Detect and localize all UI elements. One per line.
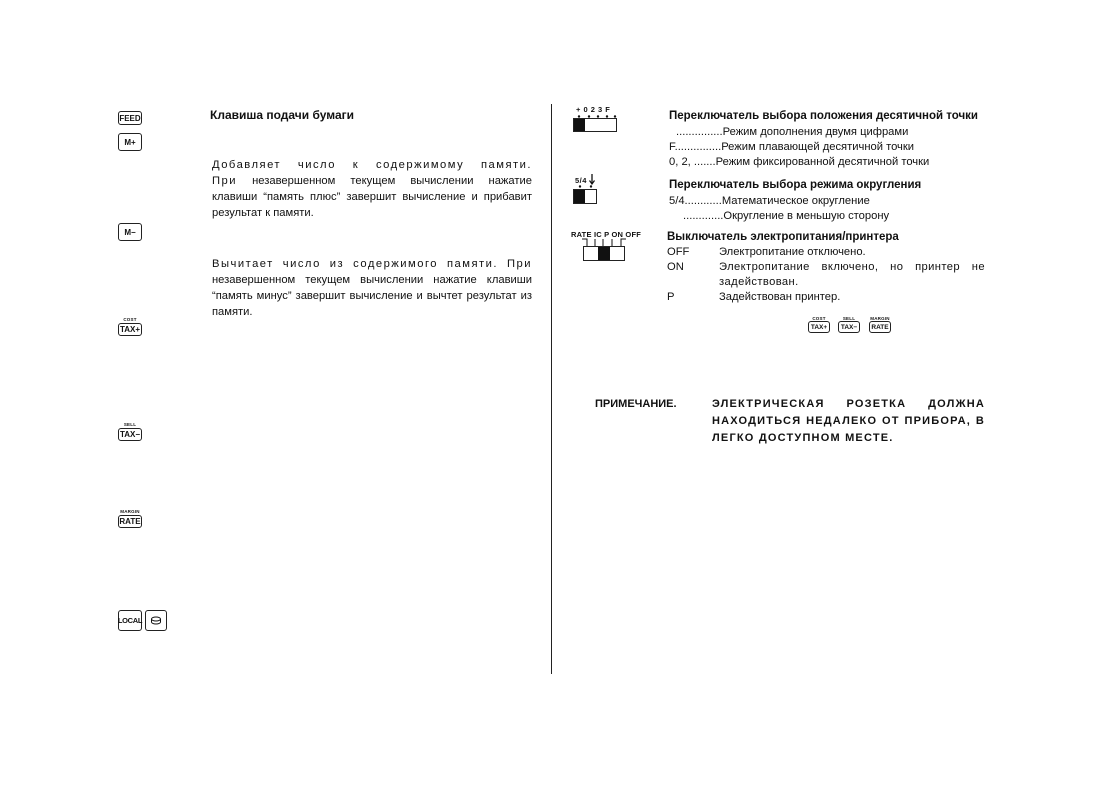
memory-minus-key-icon: [118, 223, 142, 241]
local-key-icon: [118, 610, 142, 631]
power-heading: Выключатель электропитания/принтера: [667, 231, 899, 243]
decimal-line-1: ...............Режим дополнения двумя цифрами: [676, 126, 909, 138]
power-switch-icon: [583, 246, 625, 261]
column-divider: [551, 104, 552, 674]
power-row-off-key: OFF: [667, 246, 690, 258]
memory-plus-description: [212, 157, 532, 221]
rounding-switch-knob: [574, 190, 585, 203]
small-tax-minus-key-icon: [838, 321, 860, 333]
small-key-1-label: TAX+: [810, 323, 828, 331]
rate-key-top-label: MARGIN: [120, 509, 140, 514]
coin-key-icon: [145, 610, 167, 631]
tax-minus-key-icon: [118, 428, 142, 441]
power-row-on-text: Электропитание включено, но принтер не задействован.: [719, 261, 985, 288]
tax-plus-key-icon: [118, 323, 142, 336]
note-label: ПРИМЕЧАНИЕ.: [595, 398, 677, 410]
decimal-switch-knob: [574, 119, 585, 131]
memory-plus-text-rest: незавершенном текущем вычислении нажатие клавиши “память плюс” завершит вычисление и прибавит результат к памяти.: [212, 175, 532, 219]
small-key-3-label: RATE: [871, 323, 889, 331]
tax-minus-key-top-label: SELL: [123, 422, 137, 427]
coin-stack-icon: [150, 616, 162, 626]
local-key-label: LOCAL: [117, 616, 143, 625]
decimal-line-3: 0, 2, .......Режим фиксированной десятичной точки: [669, 156, 930, 168]
power-row-on-key: ON: [667, 261, 684, 273]
decimal-switch-icon: [573, 118, 617, 132]
feed-heading: Клавиша подачи бумаги: [210, 108, 355, 122]
rounding-line-1: 5/4............Математическое округление: [669, 195, 870, 207]
power-row-off-text: Электропитание отключено.: [719, 246, 866, 258]
tax-plus-key-top-label: COST: [123, 317, 137, 322]
decimal-switch-labels: + 0 2 3 F: [576, 105, 611, 114]
memory-plus-key-label: M+: [124, 137, 136, 147]
note-text: ЭЛЕКТРИЧЕСКАЯ РОЗЕТКА ДОЛЖНА НАХОДИТЬСЯ НЕДАЛЕКО ОТ ПРИБОРА, В ЛЕГКО ДОСТУПНОМ МЕСТЕ.: [712, 398, 985, 444]
memory-plus-text-first: Добавляет число к содержимому памяти. При: [212, 159, 532, 187]
rate-key-label: RATE: [119, 517, 141, 526]
feed-key-label: FEED: [119, 113, 141, 123]
memory-minus-text-rest: незавершенном текущем вычислении нажатие клавиши “память минус” завершит вычисление и вычтет результат из памяти.: [212, 274, 532, 318]
feed-key-icon: [118, 111, 142, 125]
tax-minus-key-label: TAX−: [119, 430, 141, 439]
memory-minus-text-first: Вычитает число из содержимого памяти. При: [212, 258, 532, 270]
small-key-2-top-label: SELL: [842, 316, 856, 321]
memory-minus-key-label: M−: [124, 227, 136, 237]
memory-minus-description: [212, 256, 532, 320]
power-row-p-key: P: [667, 291, 675, 303]
power-row-p-text: Задействован принтер.: [719, 291, 841, 303]
small-key-1-top-label: COST: [812, 316, 826, 321]
power-switch-labels: RATE IC P ON OFF: [571, 230, 642, 239]
rounding-switch-labels: 5/4: [575, 176, 587, 185]
memory-plus-key-icon: [118, 133, 142, 151]
tax-plus-key-label: TAX+: [119, 325, 141, 334]
small-key-2-label: TAX−: [840, 323, 858, 331]
small-key-3-top-label: MARGIN: [870, 316, 890, 321]
rounding-heading: Переключатель выбора режима округления: [669, 179, 922, 191]
decimal-heading: Переключатель выбора положения десятичной точки: [669, 110, 978, 122]
small-rate-key-icon: [869, 321, 891, 333]
small-tax-plus-key-icon: [808, 321, 830, 333]
rounding-line-2: .............Округление в меньшую сторону: [683, 210, 890, 222]
rounding-switch-icon: [573, 189, 597, 204]
rate-key-icon: [118, 515, 142, 528]
power-switch-knob: [598, 247, 610, 260]
decimal-line-2: F...............Режим плавающей десятичной точки: [669, 141, 915, 153]
